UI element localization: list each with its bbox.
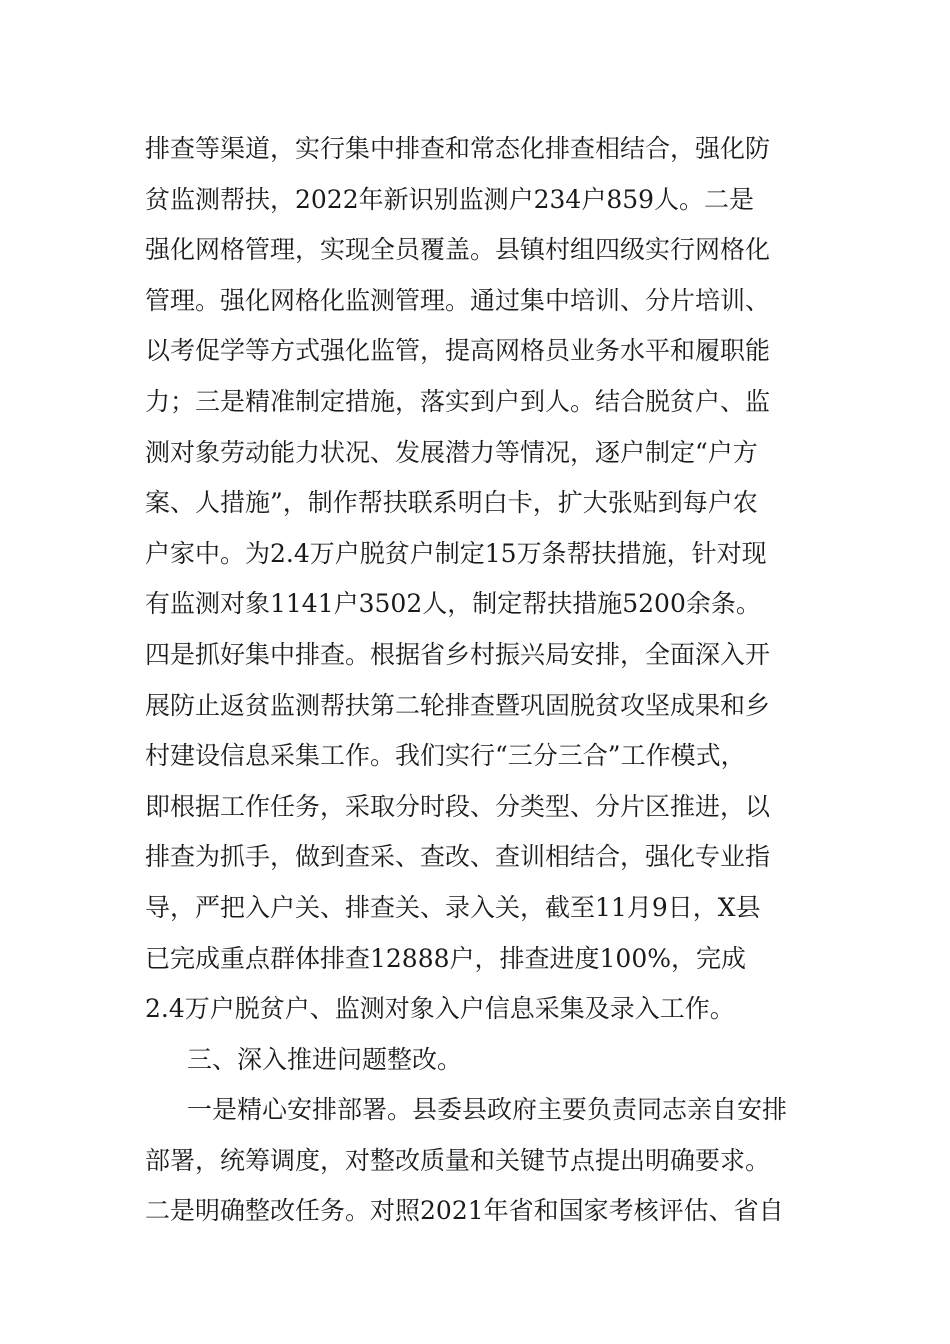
text-line: 有监测对象1141户3502人，制定帮扶措施5200余条。 [145,589,761,619]
text-line: 管理。强化网格化监测管理。通过集中培训、分片培训、 [145,285,771,315]
text-line: 即根据工作任务，采取分时段、分类型、分片区推进，以 [145,791,771,821]
text-line: 案、人措施”，制作帮扶联系明白卡，扩大张贴到每户农 [145,488,758,518]
body-text [145,124,810,1237]
text-line: 部署，统筹调度，对整改质量和关键节点提出明确要求。 [145,1145,771,1175]
text-line: 四是抓好集中排查。根据省乡村振兴局安排，全面深入开 [145,639,771,669]
text-line: 排查为抓手，做到查采、查改、查训相结合，强化专业指 [145,842,771,872]
text-line: 导，严把入户关、排查关、录入关，截至11月9日，X县 [145,892,761,922]
text-line: 排查等渠道，实行集中排查和常态化排查相结合，强化防 [145,134,771,163]
text-line: 户家中。为2.4万户脱贫户制定15万条帮扶措施，针对现 [145,538,767,568]
text-line: 贫监测帮扶，2022年新识别监测户234户859人。二是 [145,184,755,214]
text-line: 2.4万户脱贫户、监测对象入户信息采集及录入工作。 [145,994,735,1024]
section-heading: 三、深入推进问题整改。 [187,1044,463,1074]
text-line: 一是精心安排部署。县委县政府主要负责同志亲自安排 [187,1095,788,1125]
text-line: 村建设信息采集工作。我们实行“三分三合”工作模式， [145,741,746,771]
text-line: 测对象劳动能力状况、发展潜力等情况，逐户制定“户方 [145,437,758,467]
text-line: 二是明确整改任务。对照2021年省和国家考核评估、省自 [145,1196,784,1226]
text-line: 已完成重点群体排查12888户，排查进度100%，完成 [145,943,747,973]
text-line: 强化网格管理，实现全员覆盖。县镇村组四级实行网格化 [145,235,771,265]
text-line: 力；三是精准制定措施，落实到户到人。结合脱贫户、监 [145,386,771,416]
text-line: 以考促学等方式强化监管，提高网格员业务水平和履职能 [145,336,771,366]
text-line: 展防止返贫监测帮扶第二轮排查暨巩固脱贫攻坚成果和乡 [145,690,771,720]
